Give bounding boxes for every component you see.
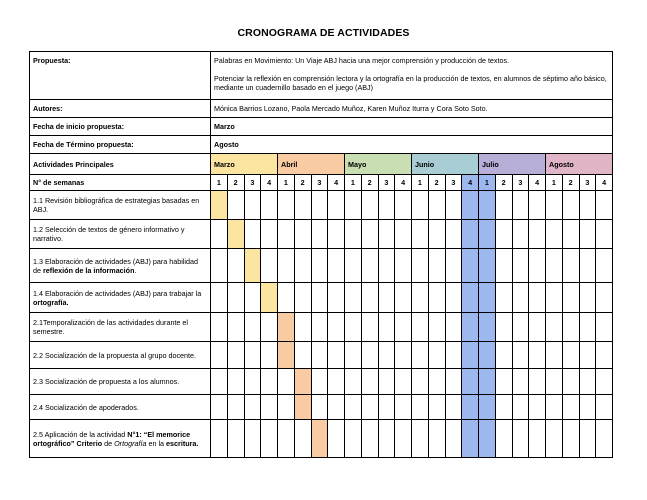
week-cell — [211, 395, 228, 420]
week-number: 2 — [294, 175, 311, 191]
highlight-week-cell — [479, 191, 496, 220]
week-cell — [512, 342, 529, 369]
week-cell — [294, 420, 311, 458]
week-number: 4 — [328, 175, 345, 191]
propuesta-value — [211, 52, 613, 100]
week-cell — [562, 191, 579, 220]
week-cell — [294, 342, 311, 369]
highlight-week-cell — [462, 342, 479, 369]
month-header: Junio — [412, 154, 479, 175]
week-number: 2 — [227, 175, 244, 191]
week-cell — [211, 249, 228, 283]
scheduled-week-cell — [278, 342, 295, 369]
week-cell — [311, 313, 328, 342]
activity-text: 2.3 Socialización de propuesta a los alumnos. — [33, 377, 180, 386]
week-cell — [529, 283, 546, 313]
week-cell — [412, 283, 429, 313]
week-cell — [311, 395, 328, 420]
week-cell — [378, 313, 395, 342]
week-cell — [412, 313, 429, 342]
activity-text: en la — [146, 438, 167, 448]
week-cell — [546, 420, 563, 458]
activity-text: 1.3 Elaboración de actividades (ABJ) para habilidad de — [33, 256, 199, 275]
week-cell — [261, 220, 278, 249]
week-cell — [361, 420, 378, 458]
week-cell — [529, 313, 546, 342]
week-cell — [361, 369, 378, 395]
semanas-header: N° de semanas — [30, 175, 211, 191]
scheduled-week-cell — [278, 313, 295, 342]
highlight-week-cell — [462, 283, 479, 313]
month-header: Agosto — [546, 154, 613, 175]
week-number: 4 — [395, 175, 412, 191]
week-cell — [328, 395, 345, 420]
week-cell — [529, 395, 546, 420]
week-cell — [328, 313, 345, 342]
activity-text: de — [102, 438, 115, 448]
week-cell — [244, 420, 261, 458]
autores-value: Mónica Barrios Lozano, Paola Mercado Muñoz, Karen Muñoz Iturra y Cora Soto Soto. — [211, 100, 613, 118]
week-cell — [244, 313, 261, 342]
week-cell — [361, 313, 378, 342]
week-cell — [211, 313, 228, 342]
activity-text: 1.4 Elaboración de actividades (ABJ) para trabajar la — [33, 288, 202, 298]
week-cell — [495, 283, 512, 313]
week-cell — [244, 369, 261, 395]
highlight-week-cell — [462, 369, 479, 395]
week-cell — [345, 369, 362, 395]
week-cell — [227, 420, 244, 458]
scheduled-week-cell — [244, 249, 261, 283]
month-header: Julio — [479, 154, 546, 175]
activity-text: 2.5 Aplicación de la actividad — [33, 429, 128, 439]
week-cell — [579, 395, 596, 420]
activity-text: 2.4 Socialización de apoderados. — [33, 402, 139, 412]
activity-row — [30, 191, 613, 220]
week-cell — [445, 395, 462, 420]
week-cell — [345, 191, 362, 220]
week-cell — [428, 342, 445, 369]
actividades-header: Actividades Principales — [30, 154, 211, 175]
week-cell — [294, 220, 311, 249]
week-cell — [596, 191, 613, 220]
week-cell — [278, 395, 295, 420]
week-cell — [328, 369, 345, 395]
week-cell — [361, 220, 378, 249]
week-cell — [361, 249, 378, 283]
week-cell — [445, 420, 462, 458]
week-cell — [311, 369, 328, 395]
week-cell — [261, 369, 278, 395]
week-cell — [512, 191, 529, 220]
week-cell — [529, 420, 546, 458]
week-cell — [395, 420, 412, 458]
activity-row — [30, 249, 613, 283]
highlight-week-cell — [479, 395, 496, 420]
autores-label: Autores: — [30, 100, 211, 118]
week-cell — [546, 220, 563, 249]
week-cell — [328, 420, 345, 458]
week-cell — [345, 420, 362, 458]
week-cell — [579, 313, 596, 342]
week-cell — [562, 369, 579, 395]
week-cell — [412, 249, 429, 283]
week-cell — [596, 313, 613, 342]
week-cell — [261, 313, 278, 342]
week-cell — [311, 220, 328, 249]
week-cell — [361, 191, 378, 220]
week-cell — [579, 283, 596, 313]
week-cell — [495, 420, 512, 458]
highlight-week-cell — [462, 249, 479, 283]
week-number: 2 — [428, 175, 445, 191]
week-number: 4 — [596, 175, 613, 191]
week-number: 1 — [345, 175, 362, 191]
week-number: 4 — [462, 175, 479, 191]
week-cell — [428, 191, 445, 220]
week-cell — [211, 220, 228, 249]
week-cell — [278, 191, 295, 220]
termino-label: Fecha de Término propuesta: — [30, 136, 211, 154]
highlight-week-cell — [462, 420, 479, 458]
activity-text: 2.1Temporalización de las actividades durante el semestre. — [33, 318, 189, 336]
week-cell — [412, 342, 429, 369]
week-number: 2 — [562, 175, 579, 191]
week-cell — [227, 191, 244, 220]
week-number: 1 — [278, 175, 295, 191]
week-cell — [261, 191, 278, 220]
activity-text: 1.1 Revisión bibliográfica de estrategias basadas en ABJ. — [33, 196, 200, 214]
activity-label — [30, 249, 211, 283]
week-cell — [495, 313, 512, 342]
week-cell — [546, 191, 563, 220]
week-cell — [211, 283, 228, 313]
week-cell — [596, 420, 613, 458]
week-cell — [579, 420, 596, 458]
week-cell — [445, 369, 462, 395]
scheduled-week-cell — [311, 420, 328, 458]
activity-label — [30, 313, 211, 342]
week-cell — [211, 342, 228, 369]
week-cell — [562, 283, 579, 313]
activity-label — [30, 420, 211, 458]
highlight-week-cell — [479, 420, 496, 458]
week-cell — [596, 220, 613, 249]
week-cell — [395, 313, 412, 342]
week-cell — [596, 249, 613, 283]
week-cell — [445, 342, 462, 369]
propuesta-line-2: Potenciar la reflexión en comprensión lectora y la ortografía en la producción de textos, en alumnos de séptimo año básico, mediante un cuadernillo basado en el juego (ABJ) — [214, 74, 607, 92]
week-cell — [345, 313, 362, 342]
activity-row — [30, 420, 613, 458]
week-cell — [579, 220, 596, 249]
week-cell — [495, 369, 512, 395]
week-cell — [546, 369, 563, 395]
week-cell — [562, 420, 579, 458]
week-cell — [596, 395, 613, 420]
inicio-value: Marzo — [211, 118, 613, 136]
month-header: Marzo — [211, 154, 278, 175]
week-cell — [328, 249, 345, 283]
week-cell — [412, 395, 429, 420]
week-cell — [428, 395, 445, 420]
week-cell — [361, 395, 378, 420]
week-cell — [395, 342, 412, 369]
week-cell — [579, 249, 596, 283]
week-cell — [546, 249, 563, 283]
week-cell — [328, 191, 345, 220]
week-cell — [529, 249, 546, 283]
week-cell — [328, 220, 345, 249]
week-cell — [562, 220, 579, 249]
week-cell — [395, 283, 412, 313]
week-number: 3 — [244, 175, 261, 191]
week-number: 3 — [311, 175, 328, 191]
highlight-week-cell — [462, 395, 479, 420]
activity-label — [30, 220, 211, 249]
activity-text: escritura. — [166, 438, 199, 448]
week-cell — [261, 342, 278, 369]
week-cell — [445, 249, 462, 283]
week-cell — [512, 420, 529, 458]
highlight-week-cell — [479, 342, 496, 369]
week-cell — [546, 283, 563, 313]
week-cell — [596, 369, 613, 395]
week-cell — [546, 395, 563, 420]
activity-text: 2.2 Socialización de la propuesta al grupo docente. — [33, 350, 197, 360]
week-cell — [227, 369, 244, 395]
week-cell — [512, 249, 529, 283]
week-number: 3 — [445, 175, 462, 191]
week-cell — [227, 249, 244, 283]
highlight-week-cell — [479, 283, 496, 313]
week-cell — [261, 395, 278, 420]
week-cell — [495, 395, 512, 420]
week-cell — [562, 249, 579, 283]
week-cell — [512, 313, 529, 342]
week-cell — [428, 313, 445, 342]
month-header: Mayo — [345, 154, 412, 175]
week-cell — [227, 342, 244, 369]
scheduled-week-cell — [211, 191, 228, 220]
week-cell — [428, 249, 445, 283]
week-cell — [562, 395, 579, 420]
week-cell — [294, 191, 311, 220]
week-cell — [244, 220, 261, 249]
week-cell — [596, 283, 613, 313]
week-cell — [278, 283, 295, 313]
week-cell — [596, 342, 613, 369]
propuesta-line-1: Palabras en Movimiento: Un Viaje ABJ hacia una mejor comprensión y producción de textos. — [214, 56, 510, 65]
highlight-week-cell — [479, 249, 496, 283]
week-cell — [328, 342, 345, 369]
week-cell — [495, 220, 512, 249]
week-number: 1 — [479, 175, 496, 191]
scheduled-week-cell — [294, 369, 311, 395]
week-cell — [529, 342, 546, 369]
week-cell — [412, 191, 429, 220]
week-cell — [211, 420, 228, 458]
week-number: 3 — [378, 175, 395, 191]
week-cell — [445, 220, 462, 249]
week-number: 4 — [529, 175, 546, 191]
week-number: 2 — [495, 175, 512, 191]
week-cell — [412, 369, 429, 395]
activity-text: 1.2 Selección de textos de género informativo y narrativo. — [33, 225, 185, 243]
week-cell — [495, 249, 512, 283]
highlight-week-cell — [479, 313, 496, 342]
week-cell — [244, 395, 261, 420]
activity-text: N°1: “El memorice ortográfico” Criterio — [33, 429, 191, 448]
highlight-week-cell — [479, 369, 496, 395]
week-cell — [428, 220, 445, 249]
week-cell — [378, 249, 395, 283]
week-cell — [529, 220, 546, 249]
week-cell — [244, 342, 261, 369]
week-cell — [529, 369, 546, 395]
week-cell — [395, 369, 412, 395]
week-cell — [512, 369, 529, 395]
week-number: 4 — [261, 175, 278, 191]
week-cell — [428, 420, 445, 458]
week-cell — [412, 220, 429, 249]
week-cell — [278, 220, 295, 249]
week-cell — [395, 191, 412, 220]
week-cell — [345, 342, 362, 369]
week-cell — [361, 283, 378, 313]
week-cell — [294, 283, 311, 313]
week-cell — [294, 249, 311, 283]
week-cell — [445, 191, 462, 220]
inicio-label: Fecha de inicio propuesta: — [30, 118, 211, 136]
activity-row — [30, 342, 613, 369]
activity-label — [30, 283, 211, 313]
activity-row — [30, 283, 613, 313]
week-cell — [579, 191, 596, 220]
week-cell — [261, 249, 278, 283]
week-cell — [227, 283, 244, 313]
week-cell — [495, 342, 512, 369]
activity-label — [30, 395, 211, 420]
week-cell — [378, 420, 395, 458]
week-cell — [495, 191, 512, 220]
week-cell — [529, 191, 546, 220]
week-cell — [211, 369, 228, 395]
week-cell — [311, 342, 328, 369]
week-cell — [378, 191, 395, 220]
week-cell — [278, 369, 295, 395]
week-cell — [378, 220, 395, 249]
schedule-table — [29, 51, 613, 458]
week-cell — [428, 283, 445, 313]
week-cell — [579, 369, 596, 395]
week-cell — [345, 395, 362, 420]
week-cell — [311, 249, 328, 283]
week-cell — [512, 395, 529, 420]
week-cell — [428, 369, 445, 395]
week-cell — [395, 220, 412, 249]
week-number: 1 — [412, 175, 429, 191]
week-cell — [378, 283, 395, 313]
week-cell — [278, 249, 295, 283]
week-cell — [311, 283, 328, 313]
week-cell — [579, 342, 596, 369]
week-cell — [412, 420, 429, 458]
activity-row — [30, 313, 613, 342]
week-cell — [345, 249, 362, 283]
activity-row — [30, 369, 613, 395]
week-cell — [395, 249, 412, 283]
week-number: 2 — [361, 175, 378, 191]
scheduled-week-cell — [294, 395, 311, 420]
week-cell — [345, 283, 362, 313]
week-cell — [562, 313, 579, 342]
week-number: 3 — [512, 175, 529, 191]
week-cell — [378, 395, 395, 420]
activity-label — [30, 342, 211, 369]
week-cell — [278, 420, 295, 458]
termino-value: Agosto — [211, 136, 613, 154]
week-cell — [562, 342, 579, 369]
week-number: 1 — [546, 175, 563, 191]
week-cell — [512, 283, 529, 313]
week-cell — [378, 369, 395, 395]
week-cell — [294, 313, 311, 342]
activity-text: . — [134, 265, 137, 275]
month-header: Abril — [278, 154, 345, 175]
scheduled-week-cell — [261, 283, 278, 313]
propuesta-label: Propuesta: — [30, 52, 211, 100]
highlight-week-cell — [462, 313, 479, 342]
activity-text: Ortografía — [114, 438, 147, 448]
highlight-week-cell — [462, 220, 479, 249]
activity-row — [30, 220, 613, 249]
week-cell — [261, 420, 278, 458]
week-cell — [512, 220, 529, 249]
week-cell — [244, 283, 261, 313]
scheduled-week-cell — [227, 220, 244, 249]
week-cell — [395, 395, 412, 420]
week-cell — [445, 283, 462, 313]
highlight-week-cell — [462, 191, 479, 220]
week-cell — [227, 313, 244, 342]
week-cell — [546, 313, 563, 342]
activity-label — [30, 191, 211, 220]
week-cell — [311, 191, 328, 220]
week-cell — [227, 395, 244, 420]
page-title: CRONOGRAMA DE ACTIVIDADES — [237, 27, 410, 39]
highlight-week-cell — [479, 220, 496, 249]
activity-row — [30, 395, 613, 420]
week-cell — [345, 220, 362, 249]
week-cell — [361, 342, 378, 369]
activity-text: reflexión de la información — [43, 265, 135, 275]
week-number: 3 — [579, 175, 596, 191]
activity-text: ortografía. — [33, 297, 69, 307]
week-cell — [378, 342, 395, 369]
week-number: 1 — [211, 175, 228, 191]
week-cell — [546, 342, 563, 369]
week-cell — [244, 191, 261, 220]
week-cell — [445, 313, 462, 342]
activity-label — [30, 369, 211, 395]
week-cell — [328, 283, 345, 313]
